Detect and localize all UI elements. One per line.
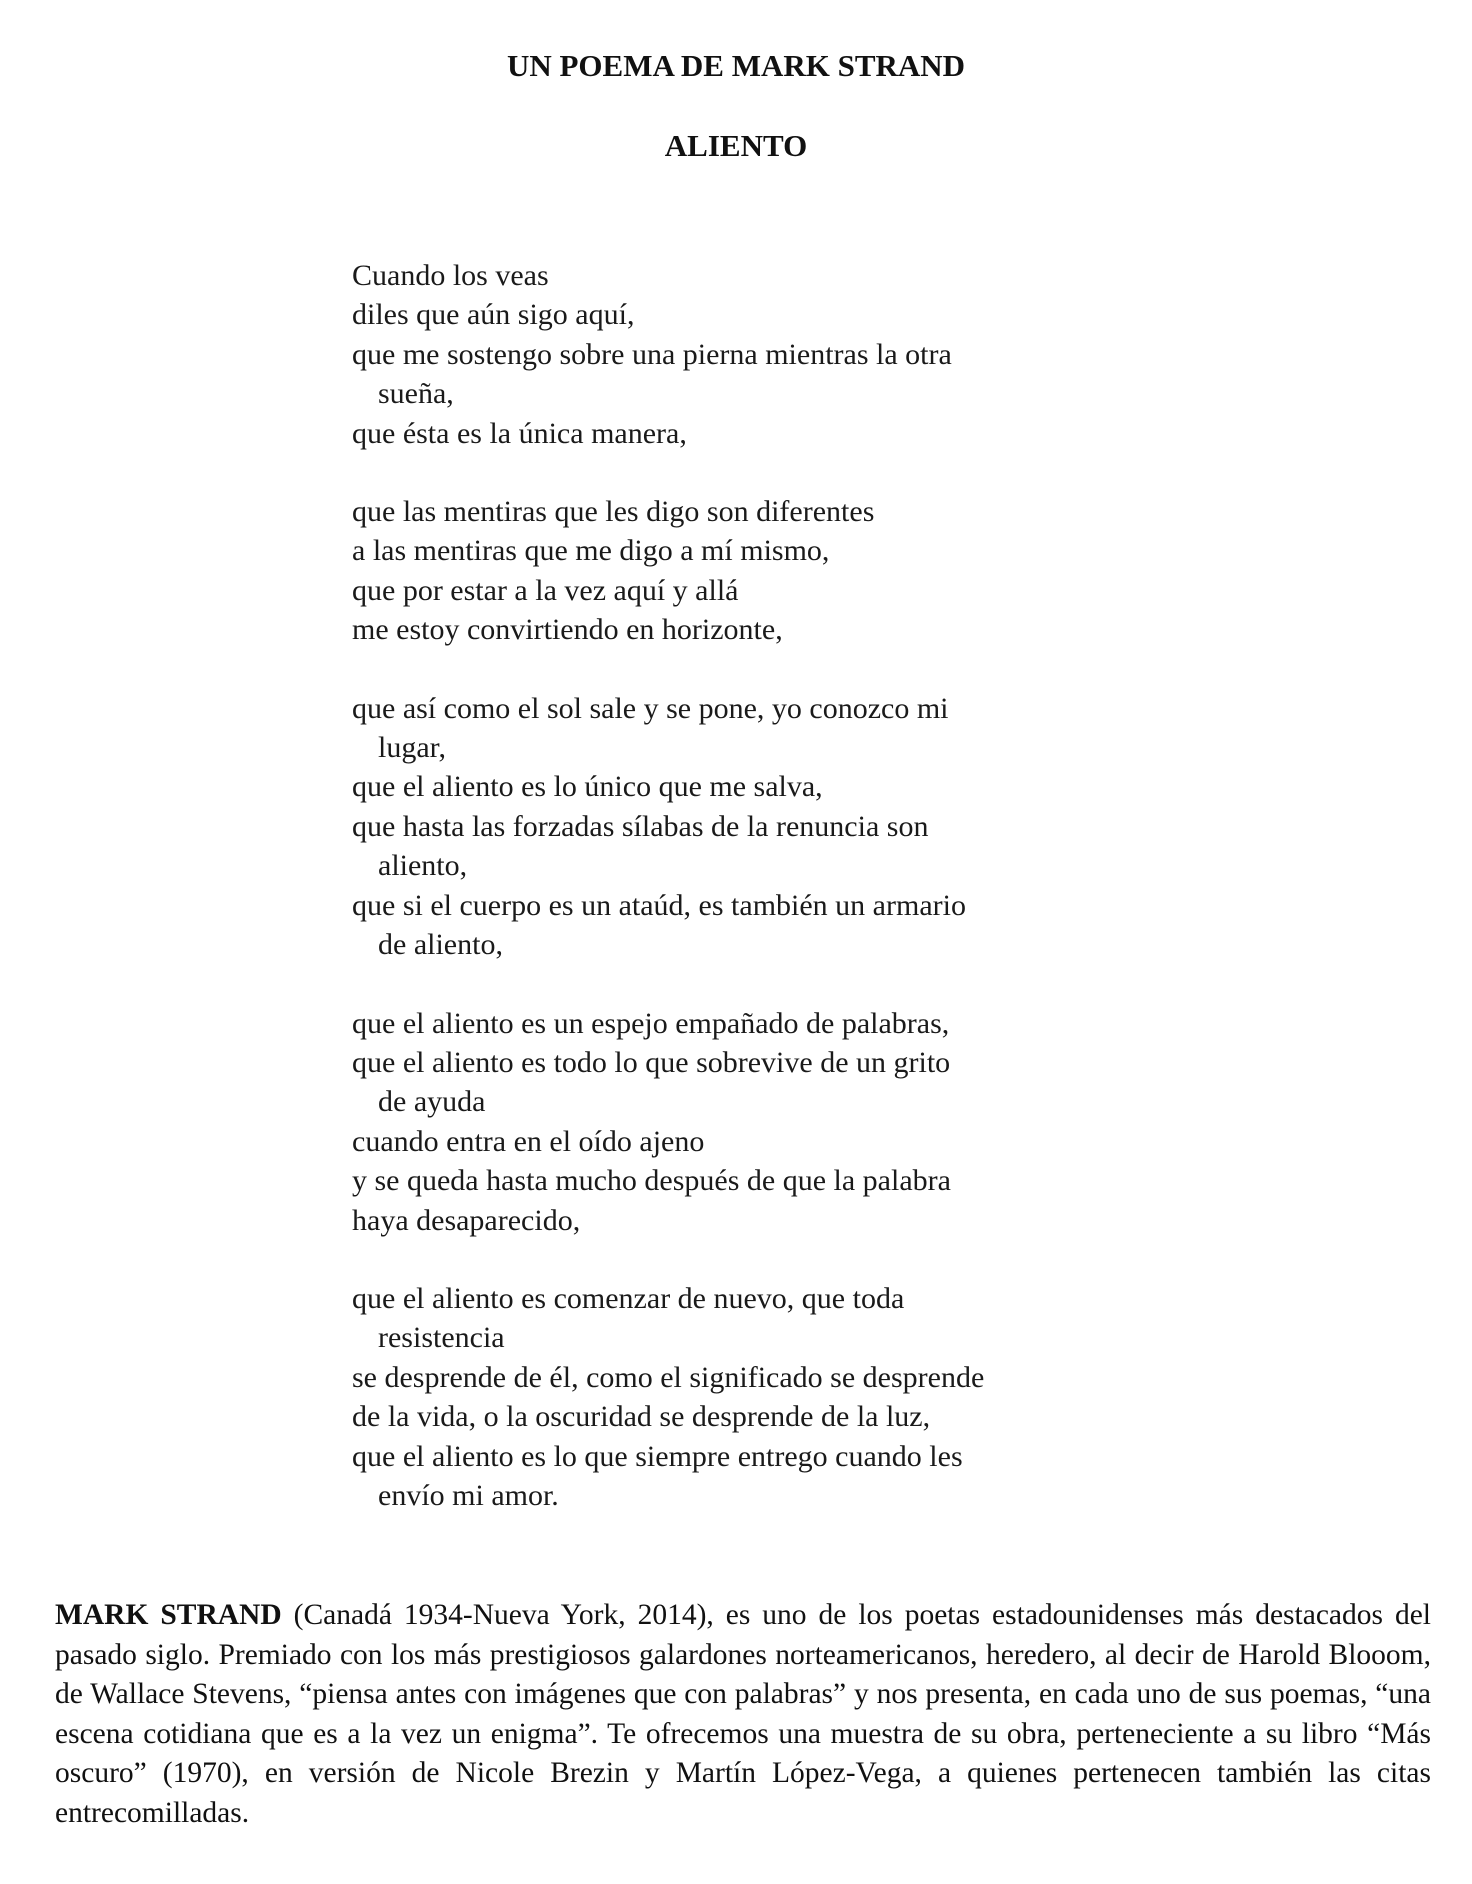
poem-line: me estoy convirtiendo en horizonte, [352, 613, 783, 647]
poem-line: haya desaparecido, [352, 1203, 581, 1237]
poem-line: que si el cuerpo es un ataúd, es también un armario [352, 888, 966, 922]
poem-line: diles que aún sigo aquí, [352, 298, 635, 332]
poem-line: que ésta es la única manera, [352, 416, 687, 450]
poem-line: que me sostengo sobre una pierna mientras la otra [352, 337, 952, 371]
poem-stanza [352, 256, 1252, 453]
poem-line: sueña, [378, 377, 454, 411]
poem-title: ALIENTO [664, 128, 808, 163]
poem-line: de ayuda [378, 1085, 486, 1119]
poem-stanza [352, 1279, 1252, 1515]
poem-line: que el aliento es comenzar de nuevo, que toda [352, 1281, 905, 1315]
poem-line: que el aliento es todo lo que sobrevive de un grito [352, 1045, 951, 1079]
author-bio-text: (Canadá 1934-Nueva York, 2014), es uno de los poetas estadounidenses más destacados del pasado siglo. Premiado con los más prestigiosos galardones norteamericanos, heredero, al decir de Harold Blooom, de Wallace Stevens, “piensa antes con imágenes que con palabras” y nos presenta, en cada uno de sus poemas, “una escena cotidiana que es a la vez un enigma”. Te ofrecemos una muestra de su obra, perteneciente a su libro “Más oscuro” (1970), en versión de Nicole Brezin y Martín López-Vega, a quienes pertenecen también las citas entrecomilladas. [55, 1599, 1431, 1829]
poem-line: lugar, [378, 731, 446, 765]
poem-line: que el aliento es lo que siempre entrego cuando les [352, 1439, 963, 1473]
poem-line: envío mi amor. [378, 1478, 559, 1512]
poem-line: de la vida, o la oscuridad se desprende de la luz, [352, 1400, 931, 1434]
poem-line: a las mentiras que me digo a mí mismo, [352, 534, 830, 568]
poem-line: resistencia [378, 1321, 505, 1355]
poem-stanza [352, 492, 1252, 650]
poem-line: que hasta las forzadas sílabas de la renuncia son [352, 809, 929, 843]
poem-line: aliento, [378, 849, 468, 883]
poem-line: que el aliento es lo único que me salva, [352, 770, 823, 804]
poem-line: que el aliento es un espejo empañado de palabras, [352, 1006, 950, 1040]
poem-line: cuando entra en el oído ajeno [352, 1124, 705, 1158]
poem-body [352, 256, 1252, 1554]
poem-line: y se queda hasta mucho después de que la palabra [352, 1164, 951, 1198]
poem-line: se desprende de él, como el significado se desprende [352, 1360, 985, 1394]
document-heading: UN POEMA DE MARK STRAND [506, 48, 966, 83]
poem-line: de aliento, [378, 928, 503, 962]
author-bio [55, 1596, 1431, 1833]
poem-line: que por estar a la vez aquí y allá [352, 573, 739, 607]
poem-stanza [352, 1004, 1252, 1240]
author-name: MARK STRAND [55, 1599, 282, 1631]
poem-line: que así como el sol sale y se pone, yo conozco mi [352, 691, 949, 725]
poem-line: que las mentiras que les digo son diferentes [352, 495, 875, 529]
poem-line: Cuando los veas [352, 259, 549, 292]
poem-stanza [352, 689, 1252, 965]
